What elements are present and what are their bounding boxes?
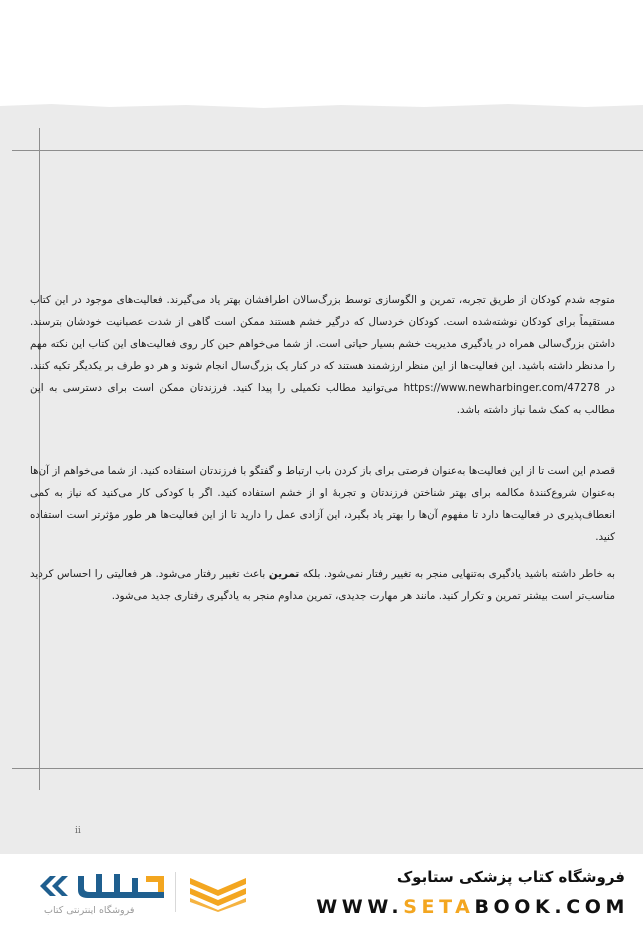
setabook-wordmark-logo	[34, 868, 174, 904]
logo-divider	[175, 872, 176, 912]
paragraph-3-text-end: باعث تغییر رفتار می‌شود. هر فعالیتی را احساس کردید مناسب‌تر است بیشتر تمرین و تکرار کنید. مانند هر مهارت جدیدی، تمرین مداوم منجر به یادگیری رفتاری جدید می‌شود.	[30, 568, 615, 602]
left-border-line	[39, 128, 40, 790]
store-url[interactable]	[316, 896, 629, 918]
emphasis-practice: تمرین	[268, 568, 300, 580]
paragraph-1	[30, 289, 615, 421]
paragraph-1-text: متوجه شدم کودکان از طریق تجربه، تمرین و الگوسازی توسط بزرگ‌سالان اطرافشان بهتر یاد می‌گیرند. فعالیت‌های موجود در این کتاب مستقیماً برای کودکان نوشته‌شده است. کودکان خردسال که درگیر خشم هستند ممکن است گاهی از شدت عصبانیت خودشان بترسند. داشتن بزرگ‌سالی همراه در یادگیری مدیریت خشم بسیار حیاتی است. از شما می‌خواهم حین کار روی فعالیت‌های این کتاب این نکته مهم را مدنظر داشته باشید. این فعالیت‌ها از این منظر ارزشمند هستند که در کنار یک بزرگ‌سال انجام شوند و هر دو طرف بر یکدیگر تکیه کنند. در	[30, 294, 615, 394]
store-url-highlight: SETA	[403, 896, 475, 918]
bottom-border-line	[12, 768, 643, 769]
paragraph-3	[30, 563, 615, 607]
top-border-line	[12, 150, 643, 151]
book-stack-logo-icon	[188, 874, 248, 912]
page-number: ii	[75, 826, 81, 836]
store-url-suffix: BOOK.COM	[474, 896, 629, 918]
resource-link[interactable]: https://www.newharbinger.com/47278	[403, 382, 600, 394]
paragraph-3-text: به خاطر داشته باشید یادگیری به‌تنهایی منجر به تغییر رفتار نمی‌شود. بلکه	[302, 568, 615, 580]
store-title: فروشگاه کتاب پزشکی ستابوک	[396, 868, 625, 886]
paragraph-2-text: قصدم این است تا از این فعالیت‌ها به‌عنوان فرصتی برای باز کردن باب ارتباط و گفتگو با فرزندتان استفاده کنید. از شما می‌خواهم از آن‌ها به‌عنوان شروع‌کنندهٔ مکالمه برای بهتر شناختن فرزندتان و تجربهٔ او از خشم استفاده کنید. اگر با کودکی کار می‌کنید که نیاز به کمی انعطاف‌پذیری در فعالیت‌ها دارد تا مفهوم آن‌ها را بهتر یاد بگیرد، این آزادی عمل را دارید تا از این فعالیت‌ها هر طور مؤثرتر است استفاده کنید.	[30, 465, 615, 543]
store-footer	[0, 854, 643, 926]
store-url-prefix: WWW.	[316, 896, 404, 918]
paragraph-1-text-end: می‌توانید مطالب تکمیلی را پیدا کنید. فرزندتان ممکن است برای دسترسی به این مطالب به کمک شما نیاز داشته باشد.	[30, 382, 615, 416]
logo-tagline: فروشگاه اینترنتی کتاب	[44, 905, 135, 916]
paragraph-2	[30, 460, 615, 548]
